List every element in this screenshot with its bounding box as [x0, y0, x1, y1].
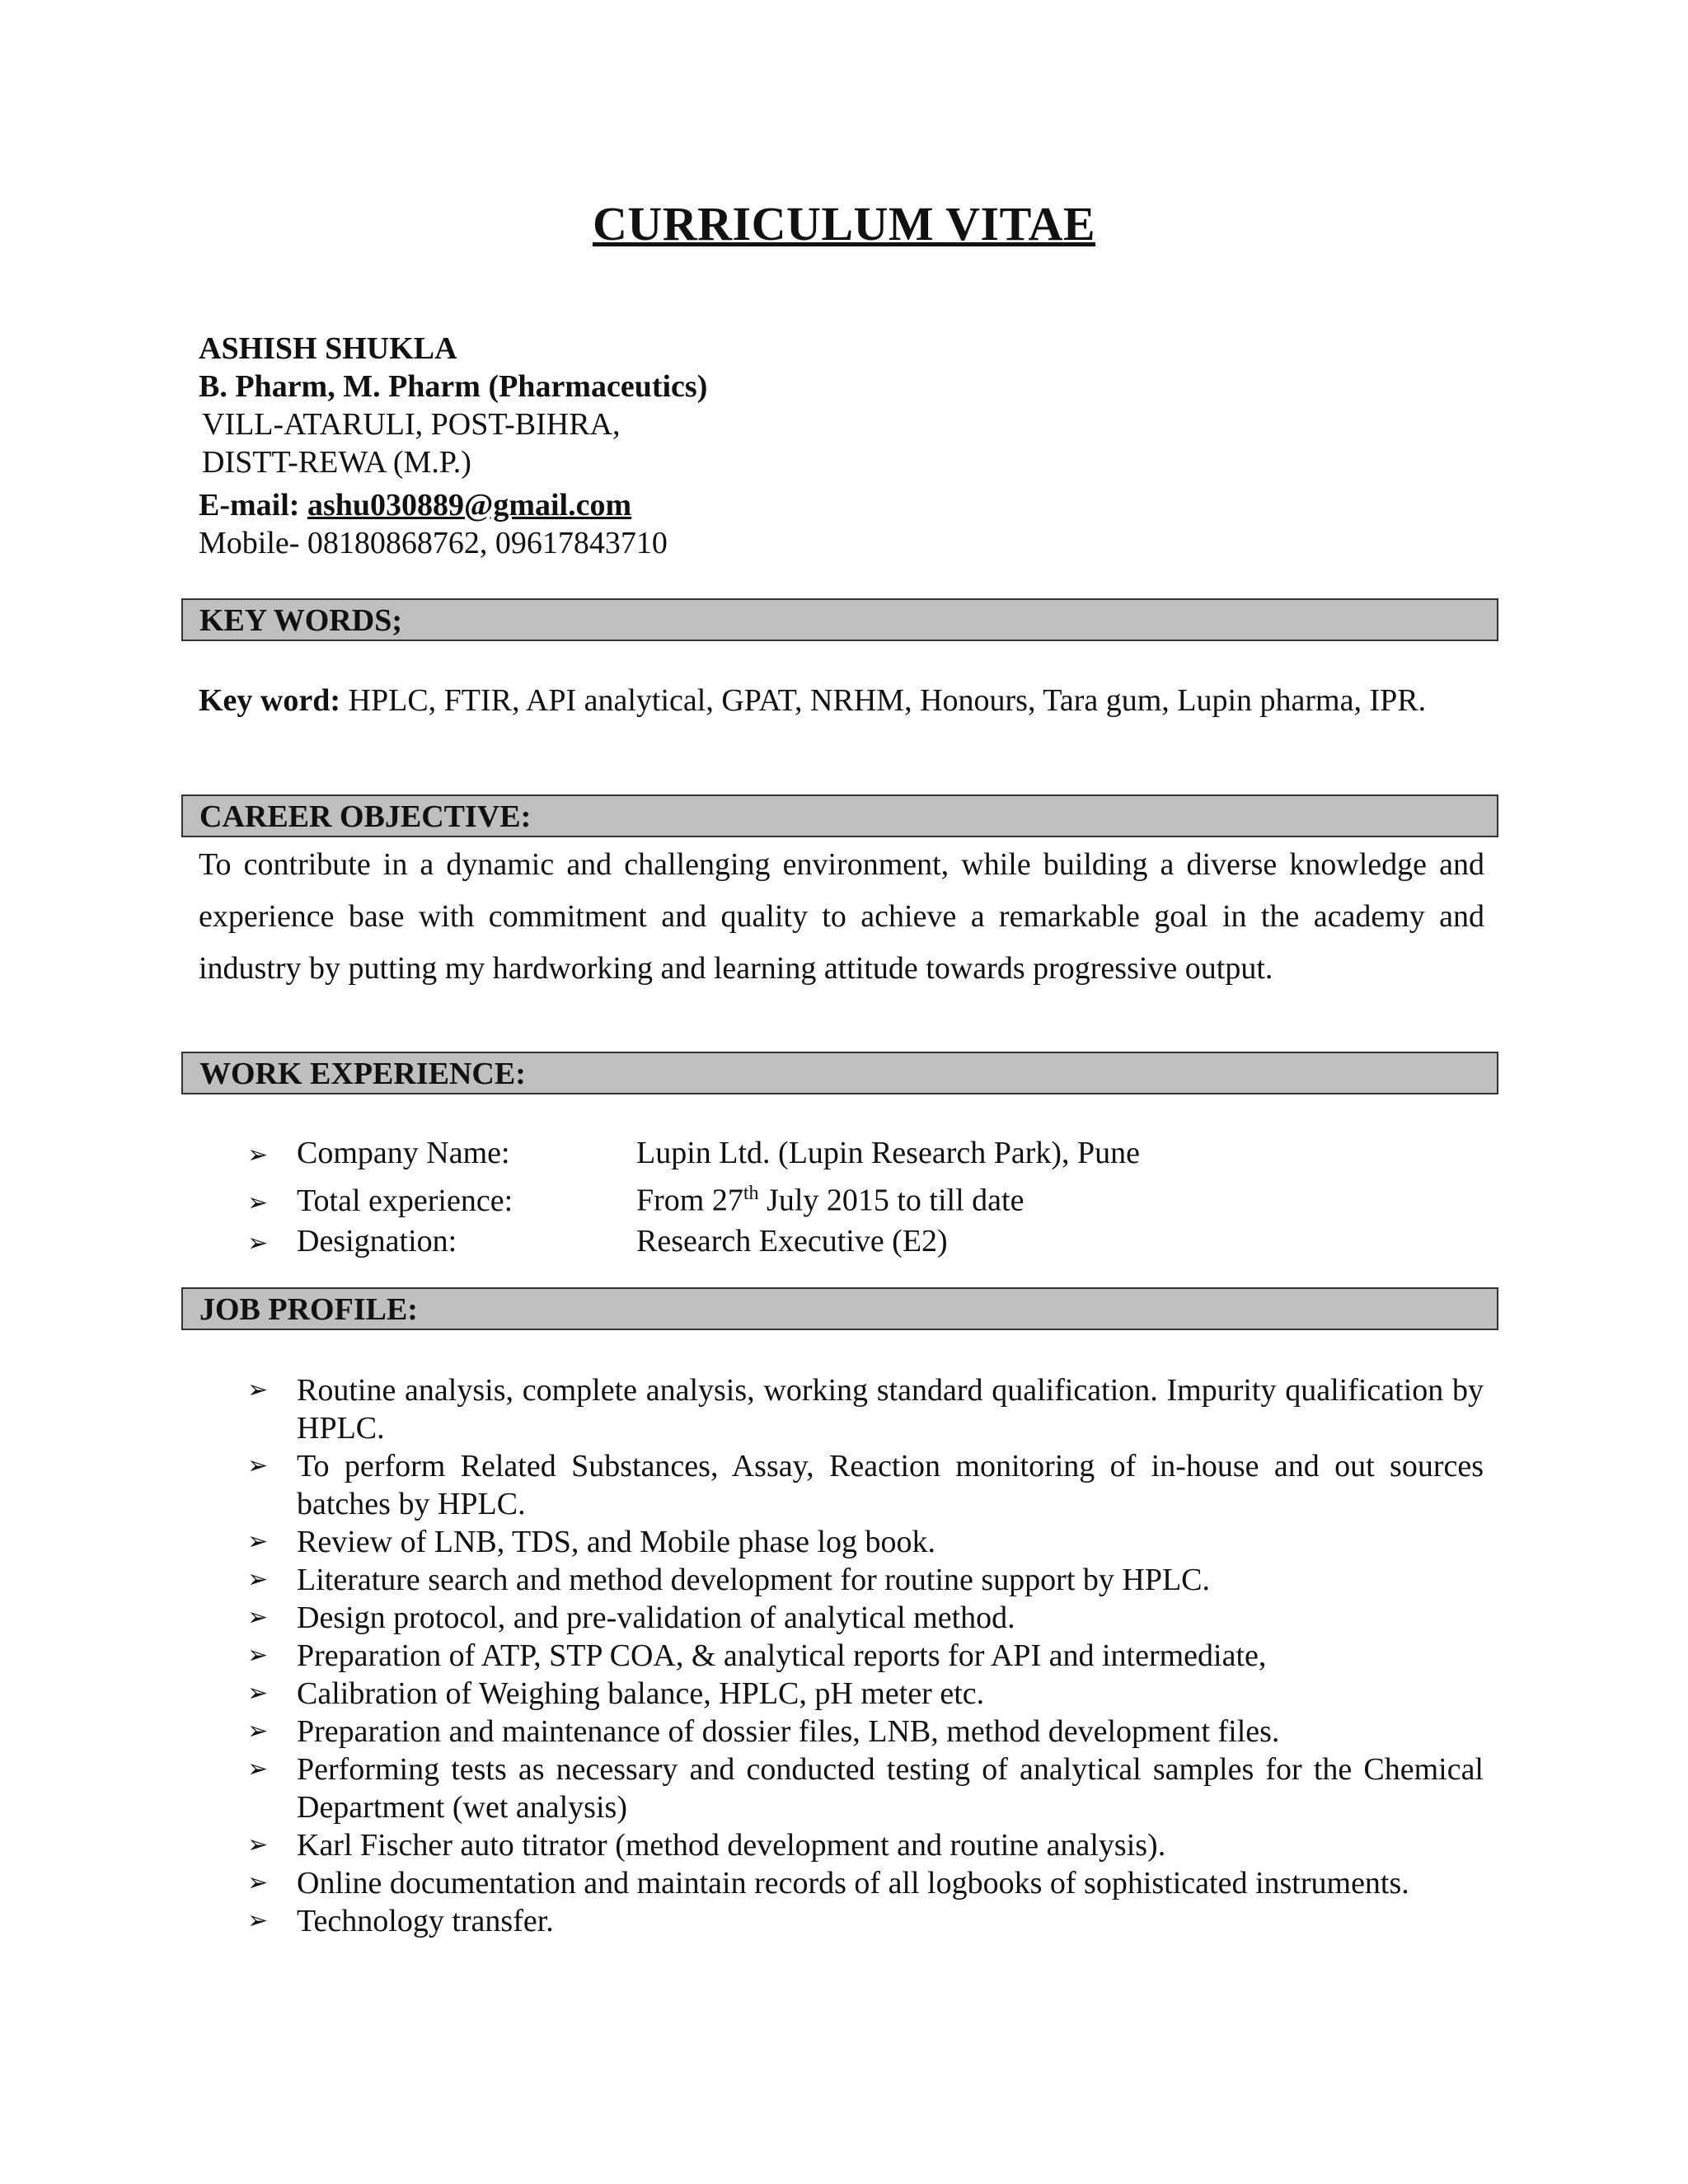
- section-bar-keywords: [181, 598, 1498, 641]
- keywords-paragraph: [199, 681, 1484, 720]
- list-item: ➢ Karl Fischer auto titrator (method development and routine analysis).: [247, 1828, 1166, 1863]
- company-label: Company Name:: [297, 1136, 510, 1170]
- email-row: [199, 486, 707, 524]
- list-item: ➢ Performing tests as necessary and conducted testing of analytical samples for the Chemical Department (wet analysis): [247, 1752, 1484, 1825]
- designation-label: Designation:: [297, 1223, 457, 1258]
- arrow-bullet-icon: ➢: [247, 1228, 269, 1258]
- arrow-bullet-icon: ➢: [247, 1830, 269, 1859]
- list-item: ➢ Online documentation and maintain records of all logbooks of sophisticated instruments.: [247, 1866, 1409, 1900]
- arrow-bullet-icon: ➢: [247, 1641, 269, 1670]
- address-line-1: VILL-ATARULI, POST-BIHRA,: [202, 407, 621, 442]
- arrow-bullet-icon: ➢: [247, 1868, 269, 1897]
- objective-paragraph: To contribute in a dynamic and challenging environment, while building a diverse knowledge and experience base with commitment and quality to achieve a remarkable goal in the academy and industry by putting my hardworking and learning attitude towards progressive output.: [199, 847, 1484, 986]
- job-profile-list: [247, 1371, 1484, 1940]
- list-item: ➢ Preparation of ATP, STP COA, & analytical reports for API and intermediate,: [247, 1638, 1267, 1673]
- arrow-bullet-icon: ➢: [247, 1141, 269, 1169]
- email-link[interactable]: ashu030889@gmail.com: [307, 488, 632, 523]
- work-row-designation: [247, 1222, 1140, 1263]
- mobile-numbers: Mobile- 08180868762, 09617843710: [199, 526, 668, 560]
- address-line-2: DISTT-REWA (M.P.): [202, 445, 471, 480]
- designation-value: Research Executive (E2): [636, 1223, 948, 1258]
- applicant-name: ASHISH SHUKLA: [199, 331, 457, 366]
- section-bar-work: [181, 1052, 1498, 1094]
- list-item: ➢ Routine analysis, complete analysis, working standard qualification. Impurity qualification by HPLC.: [247, 1373, 1484, 1446]
- section-bar-objective: [181, 794, 1498, 837]
- arrow-bullet-icon: ➢: [247, 1679, 269, 1708]
- list-item: ➢ Literature search and method development for routine support by HPLC.: [247, 1563, 1211, 1597]
- company-value: Lupin Ltd. (Lupin Research Park), Pune: [636, 1136, 1141, 1170]
- experience-label: Total experience:: [297, 1183, 513, 1218]
- arrow-bullet-icon: ➢: [247, 1527, 269, 1556]
- section-heading-keywords: KEY WORDS;: [199, 603, 402, 638]
- applicant-degree: B. Pharm, M. Pharm (Pharmaceutics): [199, 369, 708, 404]
- work-row-company: [247, 1134, 1140, 1174]
- arrow-bullet-icon: ➢: [247, 1565, 269, 1594]
- section-heading-work: WORK EXPERIENCE:: [199, 1057, 526, 1091]
- list-item: ➢ Calibration of Weighing balance, HPLC, pH meter etc.: [247, 1676, 985, 1711]
- list-item: ➢ To perform Related Substances, Assay, Reaction monitoring of in-house and out sources batches by HPLC.: [247, 1449, 1484, 1521]
- section-heading-objective: CAREER OBJECTIVE:: [199, 799, 532, 834]
- keywords-label: Key word:: [199, 683, 341, 718]
- work-row-experience: [247, 1174, 1140, 1222]
- arrow-bullet-icon: ➢: [247, 1376, 269, 1404]
- list-item: ➢ Review of LNB, TDS, and Mobile phase log book.: [247, 1525, 936, 1559]
- arrow-bullet-icon: ➢: [247, 1755, 269, 1783]
- section-bar-job-profile: [181, 1287, 1498, 1330]
- document-title: CURRICULUM VITAE: [592, 197, 1096, 251]
- list-item: ➢ Preparation and maintenance of dossier files, LNB, method development files.: [247, 1714, 1280, 1749]
- arrow-bullet-icon: ➢: [247, 1717, 269, 1746]
- list-item: ➢ Design protocol, and pre-validation of analytical method.: [247, 1601, 1015, 1635]
- experience-value: From 27th July 2015 to till date: [636, 1183, 1025, 1218]
- section-heading-job-profile: JOB PROFILE:: [199, 1292, 418, 1327]
- email-label: E-mail:: [199, 488, 300, 523]
- list-item: ➢ Technology transfer.: [247, 1904, 554, 1938]
- arrow-bullet-icon: ➢: [247, 1188, 269, 1217]
- arrow-bullet-icon: ➢: [247, 1906, 269, 1935]
- work-experience-list: [247, 1134, 1140, 1263]
- arrow-bullet-icon: ➢: [247, 1451, 269, 1480]
- arrow-bullet-icon: ➢: [247, 1603, 269, 1632]
- keywords-text: HPLC, FTIR, API analytical, GPAT, NRHM, Honours, Tara gum, Lupin pharma, IPR.: [340, 683, 1427, 718]
- contact-header: [199, 330, 707, 562]
